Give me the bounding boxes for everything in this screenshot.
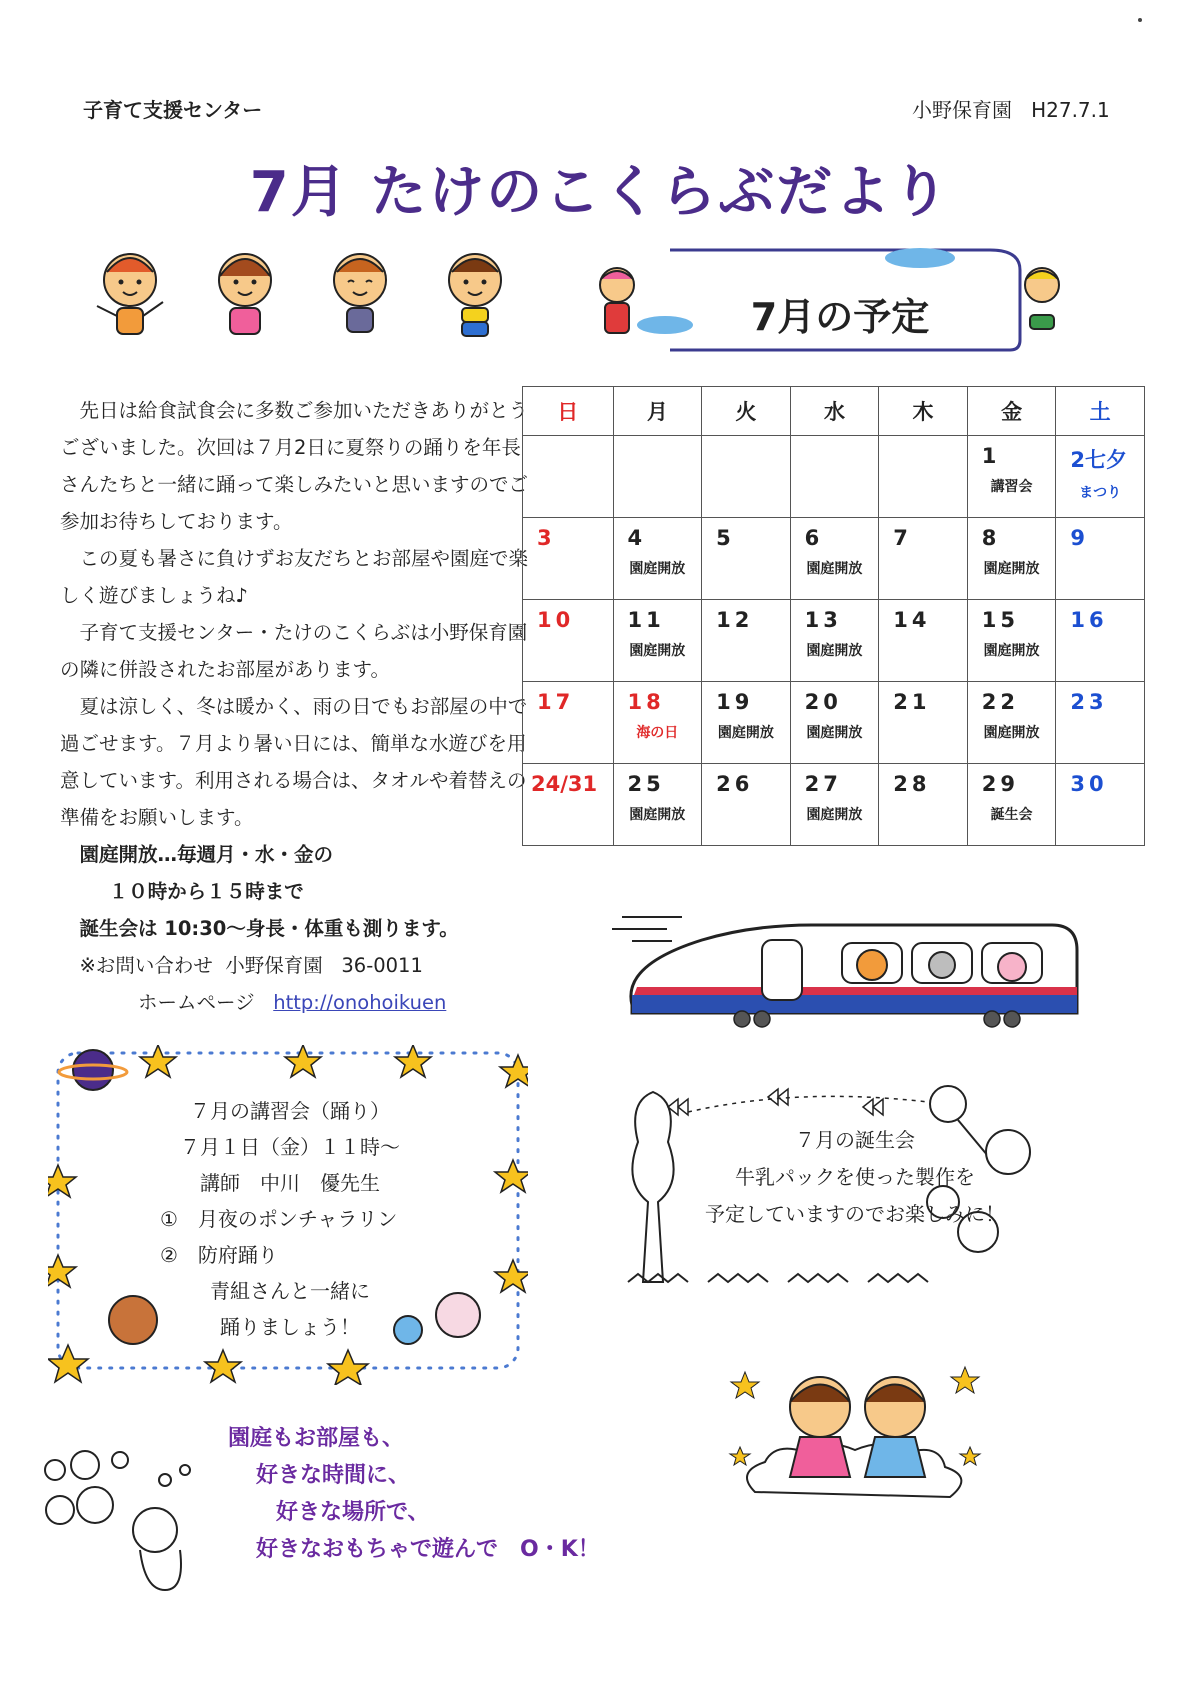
- birthday-line-1: 牛乳パックを使った製作を: [735, 1165, 975, 1189]
- day-event: 海の日: [636, 725, 679, 741]
- calendar-day: [613, 436, 702, 518]
- slogan-line-4: 好きなおもちゃで遊んで O・K！: [256, 1537, 600, 1562]
- lecture-note-2: 踊りましょう！: [220, 1315, 360, 1339]
- calendar-week: [523, 682, 1145, 764]
- day-number: 18: [627, 690, 665, 714]
- day-number: 16: [1070, 608, 1108, 632]
- star-icon: [730, 1447, 750, 1465]
- child-4: [449, 254, 501, 336]
- intro-paragraph: 子育て支援センター・たけのこくらぶは小野保育園の隣に併設されたお部屋があります。: [60, 621, 528, 681]
- calendar-day: [702, 600, 791, 682]
- calendar-day: [613, 600, 702, 682]
- planet-icon: [73, 1050, 113, 1090]
- calendar-day: [790, 518, 879, 600]
- day-number: [614, 436, 702, 444]
- day-number: 3: [537, 526, 556, 550]
- day-number: 22: [981, 690, 1020, 714]
- day-event: 園庭開放: [983, 643, 1040, 659]
- contact-line: [60, 947, 530, 984]
- day-number: [523, 436, 613, 444]
- day-number: 26: [716, 772, 754, 796]
- day-event: 園庭開放: [806, 807, 863, 823]
- homepage-link[interactable]: http://onohoikuen: [273, 991, 447, 1014]
- calendar-day: [967, 436, 1056, 518]
- lecture-item-1: ① 月夜のポンチャラリン: [160, 1207, 398, 1231]
- child-2: [219, 254, 271, 334]
- day-number: 28: [893, 772, 931, 796]
- day-event: 園庭開放: [806, 725, 863, 741]
- butterfly-icons: [668, 1089, 883, 1115]
- star-icon: [960, 1447, 980, 1465]
- calendar-day: [523, 518, 614, 600]
- weekday-tuesday: 火: [702, 387, 791, 436]
- lecture-note-1: 青組さんと一緒に: [210, 1279, 370, 1303]
- intro-text: [60, 392, 530, 1021]
- day-event: 園庭開放: [629, 643, 686, 659]
- weekday-thursday: 木: [879, 387, 968, 436]
- calendar-day: [879, 518, 968, 600]
- intro-paragraph: 先日は給食試食会に多数ご参加いただきありがとうございました。次回は７月2日に夏祭りの踊りを年長さんたちと一緒に踊って楽しみたいと思いますのでご参加お待ちしております。: [60, 399, 529, 533]
- calendar-day: [1056, 764, 1145, 846]
- playground-open-hours: １０時から１５時まで: [108, 880, 304, 903]
- weekday-wednesday: 水: [790, 387, 879, 436]
- day-number: [879, 436, 967, 444]
- calendar-day: [702, 682, 791, 764]
- calendar-day: [967, 682, 1056, 764]
- calendar-day: [702, 436, 791, 518]
- day-number: 29: [981, 772, 1020, 796]
- calendar-day: [523, 764, 614, 846]
- birthday-note: 誕生会は 10:30～身長・体重も測ります。: [79, 917, 459, 940]
- contact-label: ※お問い合わせ: [79, 954, 213, 977]
- day-number: 8: [981, 526, 1001, 550]
- calendar-day: [967, 600, 1056, 682]
- bubbles-illustration: [35, 1450, 215, 1600]
- bear-face: [857, 950, 887, 980]
- day-number: 24/31: [531, 772, 598, 796]
- calendar-day: [523, 600, 614, 682]
- calendar-day: [879, 600, 968, 682]
- nursery-and-date: [912, 94, 1110, 123]
- day-number: 4: [627, 526, 647, 550]
- day-number: 9: [1070, 526, 1089, 550]
- slogan-line-1: 園庭もお部屋も、: [228, 1426, 405, 1451]
- calendar-day: [790, 764, 879, 846]
- calendar-day: [613, 764, 702, 846]
- calendar-week: [523, 518, 1145, 600]
- contact-phone: 36-0011: [341, 954, 423, 977]
- slogan-line-3: 好きな場所で、: [276, 1500, 430, 1525]
- calendar-day: [790, 682, 879, 764]
- child-1: [97, 254, 163, 334]
- day-event: 園庭開放: [717, 725, 774, 741]
- lecture-item-2: ② 防府踊り: [160, 1243, 278, 1267]
- day-event: 園庭開放: [983, 725, 1040, 741]
- calendar-day: [1056, 518, 1145, 600]
- intro-paragraph: 夏は涼しく、冬は暖かく、雨の日でもお部屋の中で過ごせます。７月より暑い日には、簡単な水遊びを用意しています。利用される場合は、タオルや着替えの準備をお願いします。: [60, 695, 528, 829]
- july-calendar: [522, 386, 1145, 846]
- swimmer-left: [600, 268, 634, 333]
- day-number: 19: [716, 690, 754, 714]
- calendar-day: [613, 518, 702, 600]
- day-number: 14: [893, 608, 931, 632]
- schedule-heading: 7月の予定: [750, 295, 930, 339]
- tanabata-illustration: [725, 1352, 985, 1512]
- day-event: まつり: [1079, 485, 1122, 501]
- homepage-line: [60, 984, 530, 1021]
- birthday-line-2: 予定していますのでお楽しみに！: [705, 1202, 1005, 1226]
- grass-icons: [628, 1274, 928, 1282]
- slogan-line-2: 好きな時間に、: [256, 1463, 411, 1488]
- day-number: 10: [537, 608, 575, 632]
- day-number: [791, 436, 879, 444]
- children-illustration: [55, 250, 525, 360]
- day-event: 園庭開放: [629, 561, 686, 577]
- day-number: 2七夕: [1070, 448, 1127, 472]
- day-number: 6: [804, 526, 824, 550]
- calendar-day: [1056, 600, 1145, 682]
- day-event: 園庭開放: [806, 643, 863, 659]
- slogan: [228, 1420, 600, 1568]
- day-number: 25: [627, 772, 665, 796]
- calendar-day: [702, 764, 791, 846]
- calendar-day: [1056, 682, 1145, 764]
- newsletter-title: 7月 たけのこくらぶだより: [249, 160, 951, 225]
- weekday-friday: 金: [967, 387, 1056, 436]
- swimmer-right: [1025, 268, 1059, 329]
- child-3: [334, 254, 386, 332]
- day-number: 17: [537, 690, 575, 714]
- calendar-day: [790, 436, 879, 518]
- calendar-week: [523, 436, 1145, 518]
- day-number: 27: [804, 772, 842, 796]
- rabbit-face: [998, 953, 1026, 981]
- organization-name: 子育て支援センター: [83, 98, 263, 122]
- day-number: 23: [1070, 690, 1108, 714]
- mouse-face: [929, 952, 955, 978]
- child-blowing-bubbles: [133, 1508, 177, 1552]
- day-number: 30: [1070, 772, 1108, 796]
- day-number: 7: [893, 526, 912, 550]
- calendar-day: [523, 436, 614, 518]
- calendar-day: [879, 764, 968, 846]
- bullet-train-illustration: [612, 895, 1084, 1035]
- contact-name: 小野保育園: [225, 954, 323, 977]
- star-icon: [951, 1367, 979, 1393]
- weekday-header-row: [523, 387, 1145, 436]
- day-number: 20: [804, 690, 842, 714]
- calendar-week: [523, 600, 1145, 682]
- lecture-info: [150, 1093, 430, 1345]
- calendar-day: [702, 518, 791, 600]
- calendar-day: [967, 518, 1056, 600]
- lecture-title: ７月の講習会（踊り）: [190, 1099, 390, 1123]
- day-number: 5: [716, 526, 735, 550]
- lecture-teacher: 講師 中川 優先生: [200, 1171, 380, 1195]
- homepage-label: ホームページ: [138, 991, 255, 1014]
- calendar-day: [1056, 436, 1145, 518]
- calendar-day: [879, 682, 968, 764]
- day-event: 園庭開放: [629, 807, 686, 823]
- day-number: [702, 436, 790, 444]
- calendar-day: [879, 436, 968, 518]
- nursery-name: 小野保育園: [912, 98, 1012, 122]
- weekday-sunday: 日: [523, 387, 614, 436]
- day-number: 1: [981, 444, 1001, 468]
- day-number: 15: [981, 608, 1020, 632]
- day-event: 園庭開放: [983, 561, 1040, 577]
- day-event: 園庭開放: [806, 561, 863, 577]
- lecture-datetime: ７月１日（金）１１時～: [180, 1135, 400, 1159]
- birthday-info: [665, 1122, 1045, 1233]
- cloud-icon: [747, 1444, 961, 1497]
- calendar-day: [790, 600, 879, 682]
- calendar-day: [613, 682, 702, 764]
- weekday-saturday: 土: [1056, 387, 1145, 436]
- playground-open-days: 園庭開放…毎週月・水・金の: [79, 843, 334, 866]
- calendar-day: [523, 682, 614, 764]
- weekday-monday: 月: [613, 387, 702, 436]
- day-event: 講習会: [990, 479, 1033, 495]
- butterfly-net-icon: [930, 1086, 966, 1122]
- birthday-title: ７月の誕生会: [795, 1128, 915, 1152]
- day-event: 誕生会: [990, 807, 1033, 823]
- calendar-week: [523, 764, 1145, 846]
- star-icon: [731, 1372, 759, 1398]
- rabbit-character: [436, 1293, 480, 1337]
- day-number: 11: [627, 608, 665, 632]
- day-number: 21: [893, 690, 931, 714]
- scan-speck: [1138, 18, 1142, 22]
- day-number: 13: [804, 608, 842, 632]
- calendar-day: [967, 764, 1056, 846]
- issue-date: H27.7.1: [1031, 98, 1110, 122]
- day-number: 12: [716, 608, 754, 632]
- intro-paragraph: この夏も暑さに負けずお友だちとお部屋や園庭で楽しく遊びましょうね♪: [60, 547, 529, 607]
